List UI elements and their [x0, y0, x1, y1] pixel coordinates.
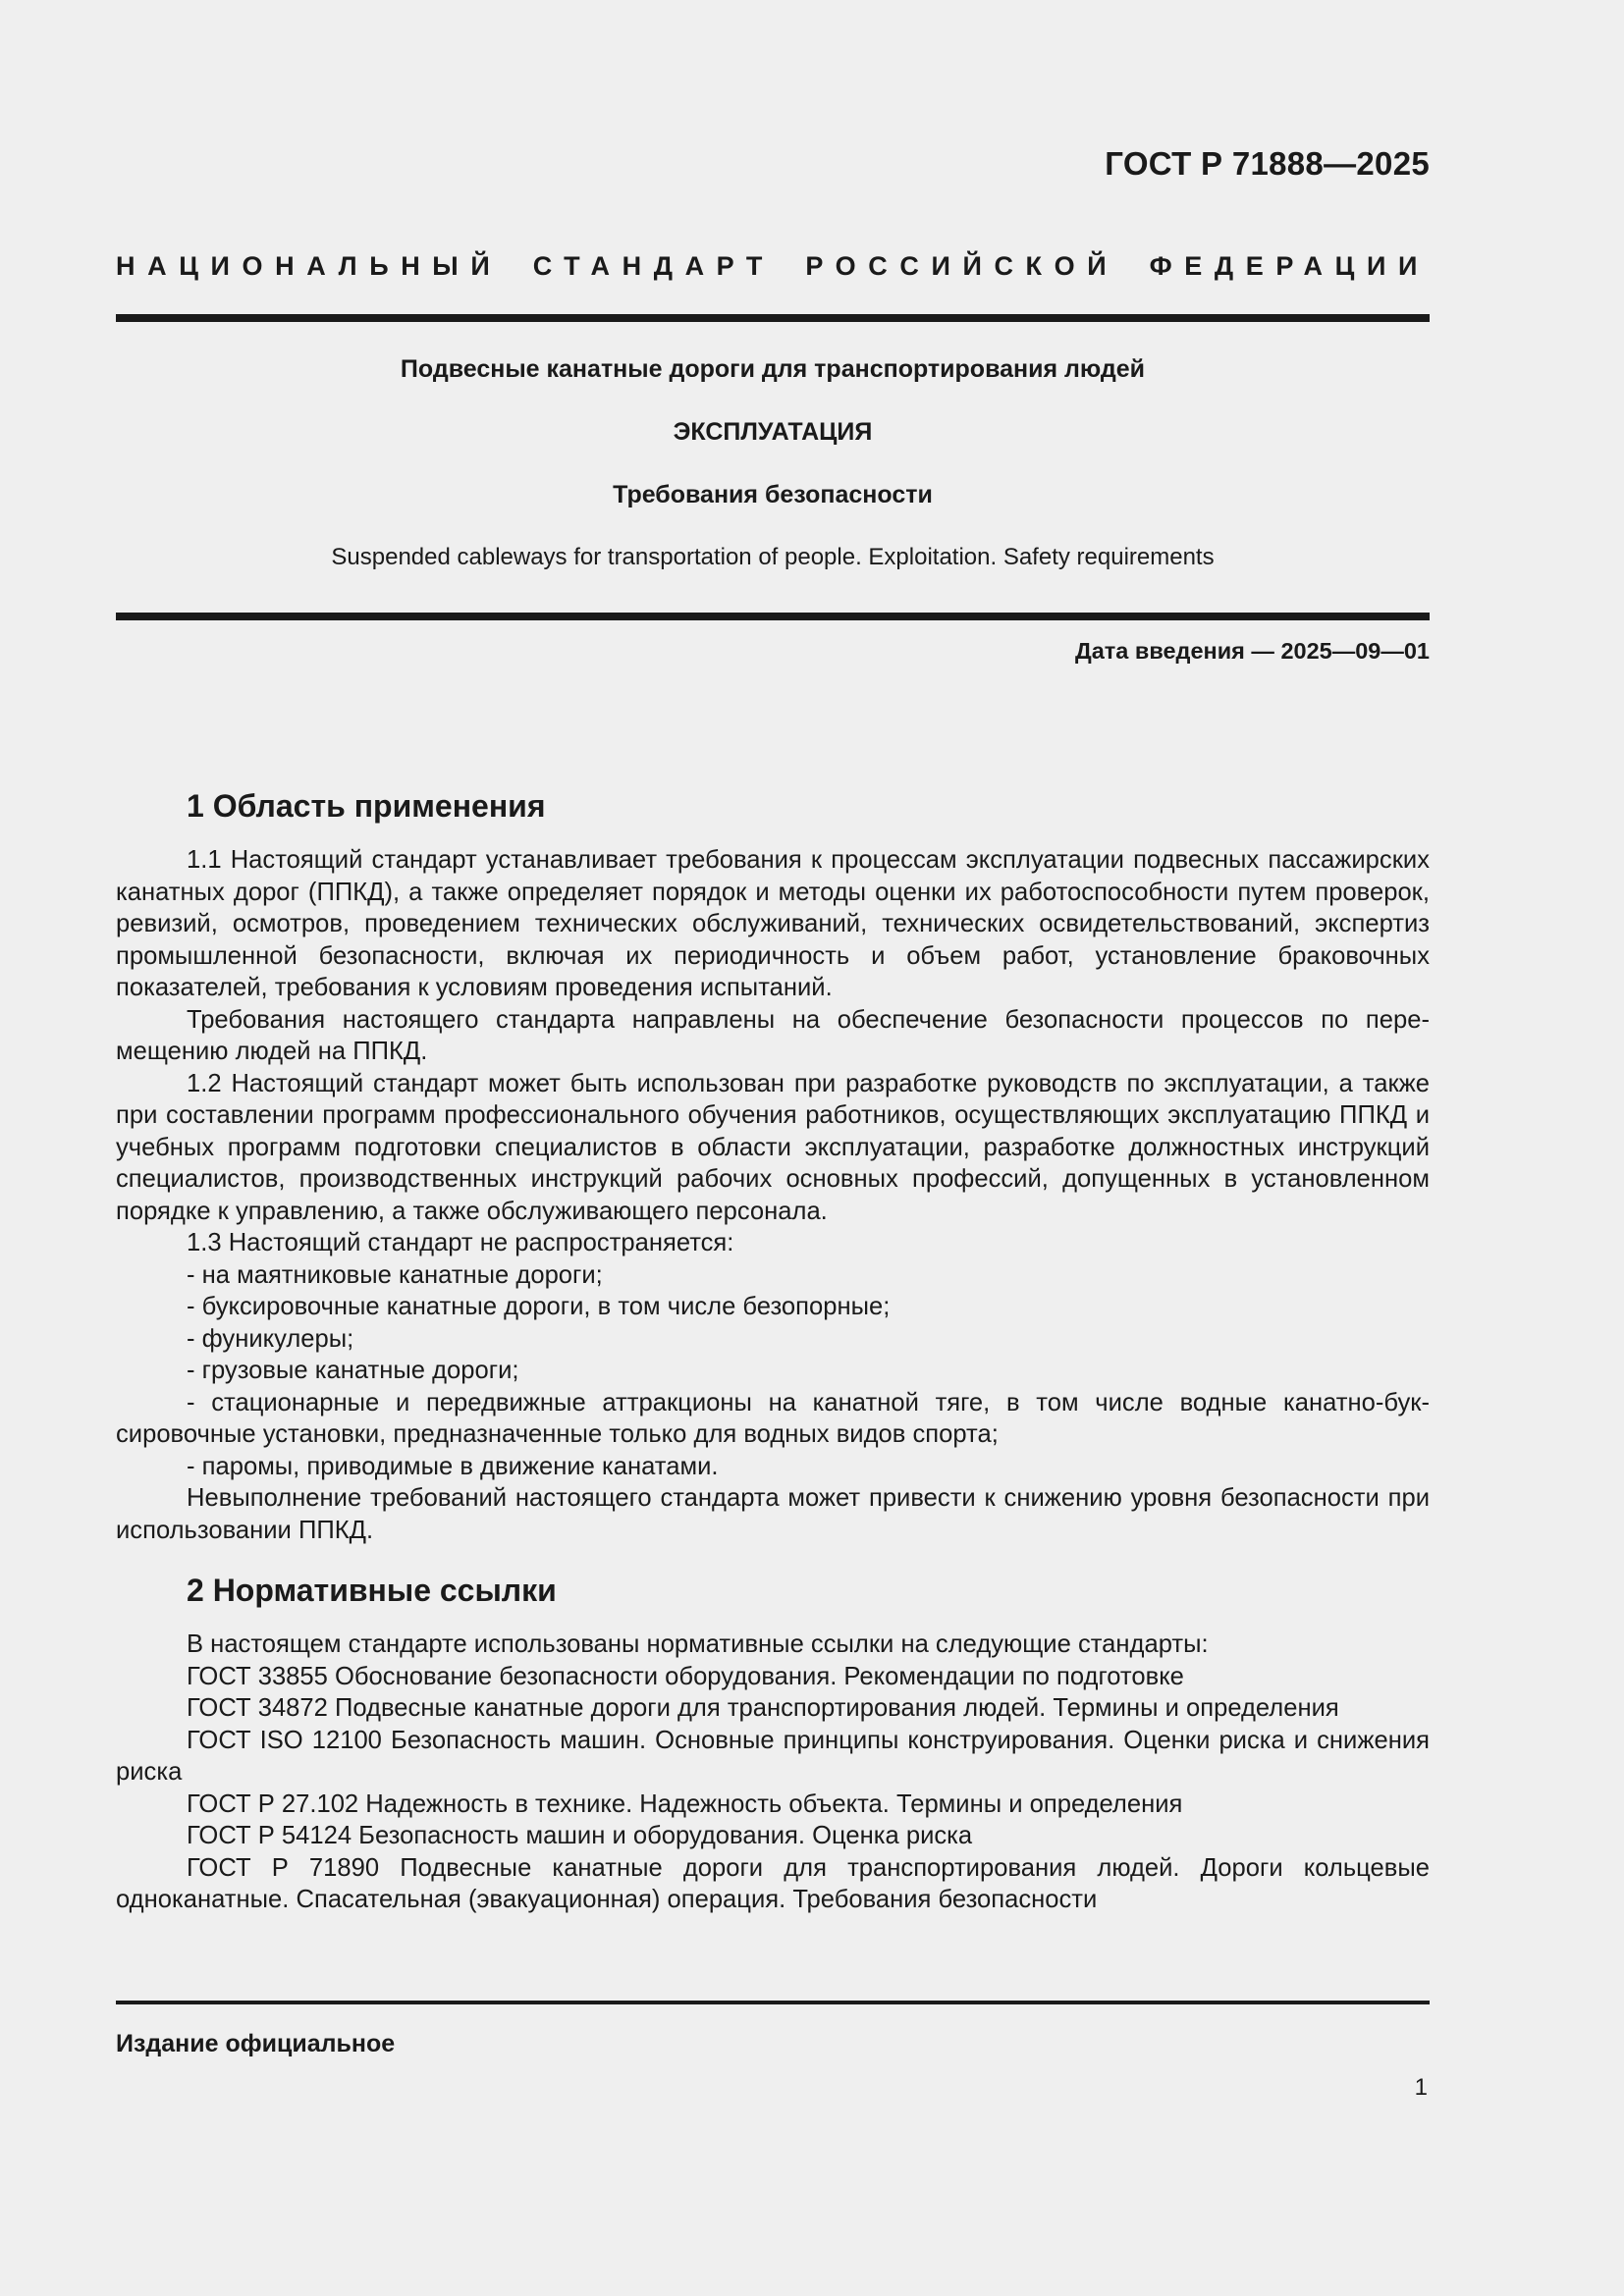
footer-rule	[116, 2001, 1430, 2004]
paragraph: 1.2 Настоящий стандарт может быть использован при разработке руководств по эксплуатации, а также при составлении программ профессионального обучения работников, осуществляющих эксплуатацию ППКД и учебных программ подготовки специалистов в области эксплуатации, разработке должностных инструкций специалистов, производственных инструкций рабочих основных профессий, допущенных в установленном порядке к управлению, а также обслуживающего персонала.	[116, 1069, 1430, 1225]
title-safety: Требования безопасности	[613, 481, 933, 508]
list-item: - буксировочные канатные дороги, в том числе безопорные;	[187, 1293, 891, 1320]
section-1-heading: 1 Область применения	[187, 788, 546, 824]
paragraph: 1.3 Настоящий стандарт не распространяется:	[187, 1229, 734, 1256]
reference-item: ГОСТ ISO 12100 Безопасность машин. Основные принципы конструирования. Оценки риска и снижения риска	[116, 1726, 1430, 1786]
reference-item: ГОСТ Р 71890 Подвесные канатные дороги для транспортирования людей. Дороги кольцевые одноканатные. Спасательная (эвакуационная) операция. Требования безопасности	[116, 1853, 1430, 1913]
title-english: Suspended cableways for transportation of people. Exploitation. Safety requirements	[331, 544, 1215, 570]
paragraph: 1.1 Настоящий стандарт устанавливает требования к процессам эксплуатации подвесных пассажирских канатных дорог (ППКД), а также определяет порядок и методы оценки их работоспособности путем проверок, ревизий, осмотров, проведением технических обслуживаний, технических освидетельствований, экспертиз промышленной безопасности, включая их периодичность и объем работ, установление браковочных показателей, требования к условиям проведения испытаний.	[116, 846, 1430, 1001]
title-bottom-rule	[116, 613, 1430, 620]
list-item: - фуникулеры;	[187, 1324, 354, 1353]
official-edition-label: Издание официальное	[116, 2030, 396, 2057]
document-body	[116, 781, 1430, 1916]
paragraph: В настоящем стандарте использованы нормативные ссылки на следующие стандарты:	[187, 1630, 1209, 1658]
list-item: - на маятниковые канатные дороги;	[187, 1260, 603, 1289]
introduction-date: Дата введения — 2025—09—01	[1074, 638, 1430, 664]
title-exploitation: ЭКСПЛУАТАЦИЯ	[673, 418, 873, 446]
top-rule	[116, 314, 1430, 322]
list-item: - стационарные и передвижные аттракционы на канатной тяге, в том числе водные канатно-буксировочные установки, предназначенные только для водных видов спорта;	[116, 1388, 1430, 1448]
reference-item: ГОСТ Р 27.102 Надежность в технике. Надежность объекта. Термины и определения	[187, 1789, 1183, 1818]
national-standard-line: НАЦИОНАЛЬНЫЙ СТАНДАРТ РОССИЙСКОЙ ФЕДЕРАЦИИ	[116, 251, 1430, 281]
document-number: ГОСТ Р 71888—2025	[1105, 145, 1430, 182]
paragraph: Невыполнение требований настоящего стандарта может привести к снижению уровня безопасности при использовании ППКД.	[116, 1484, 1430, 1544]
reference-item: ГОСТ Р 54124 Безопасность машин и оборудования. Оценка риска	[187, 1822, 973, 1849]
section-2-heading: 2 Нормативные ссылки	[187, 1573, 557, 1608]
title-main: Подвесные канатные дороги для транспортирования людей	[400, 355, 1146, 383]
list-item: - паромы, приводимые в движение канатами.	[187, 1452, 719, 1480]
reference-item: ГОСТ 34872 Подвесные канатные дороги для транспортирования людей. Термины и определения	[187, 1694, 1339, 1722]
page-number: 1	[1414, 2074, 1428, 2101]
paragraph: Требования настоящего стандарта направлены на обеспечение безопасности процессов по перемещению людей на ППКД.	[116, 1005, 1430, 1065]
list-item: - грузовые канатные дороги;	[187, 1357, 519, 1384]
reference-item: ГОСТ 33855 Обоснование безопасности оборудования. Рекомендации по подготовке	[187, 1662, 1184, 1690]
section-gap	[116, 1546, 1430, 1566]
